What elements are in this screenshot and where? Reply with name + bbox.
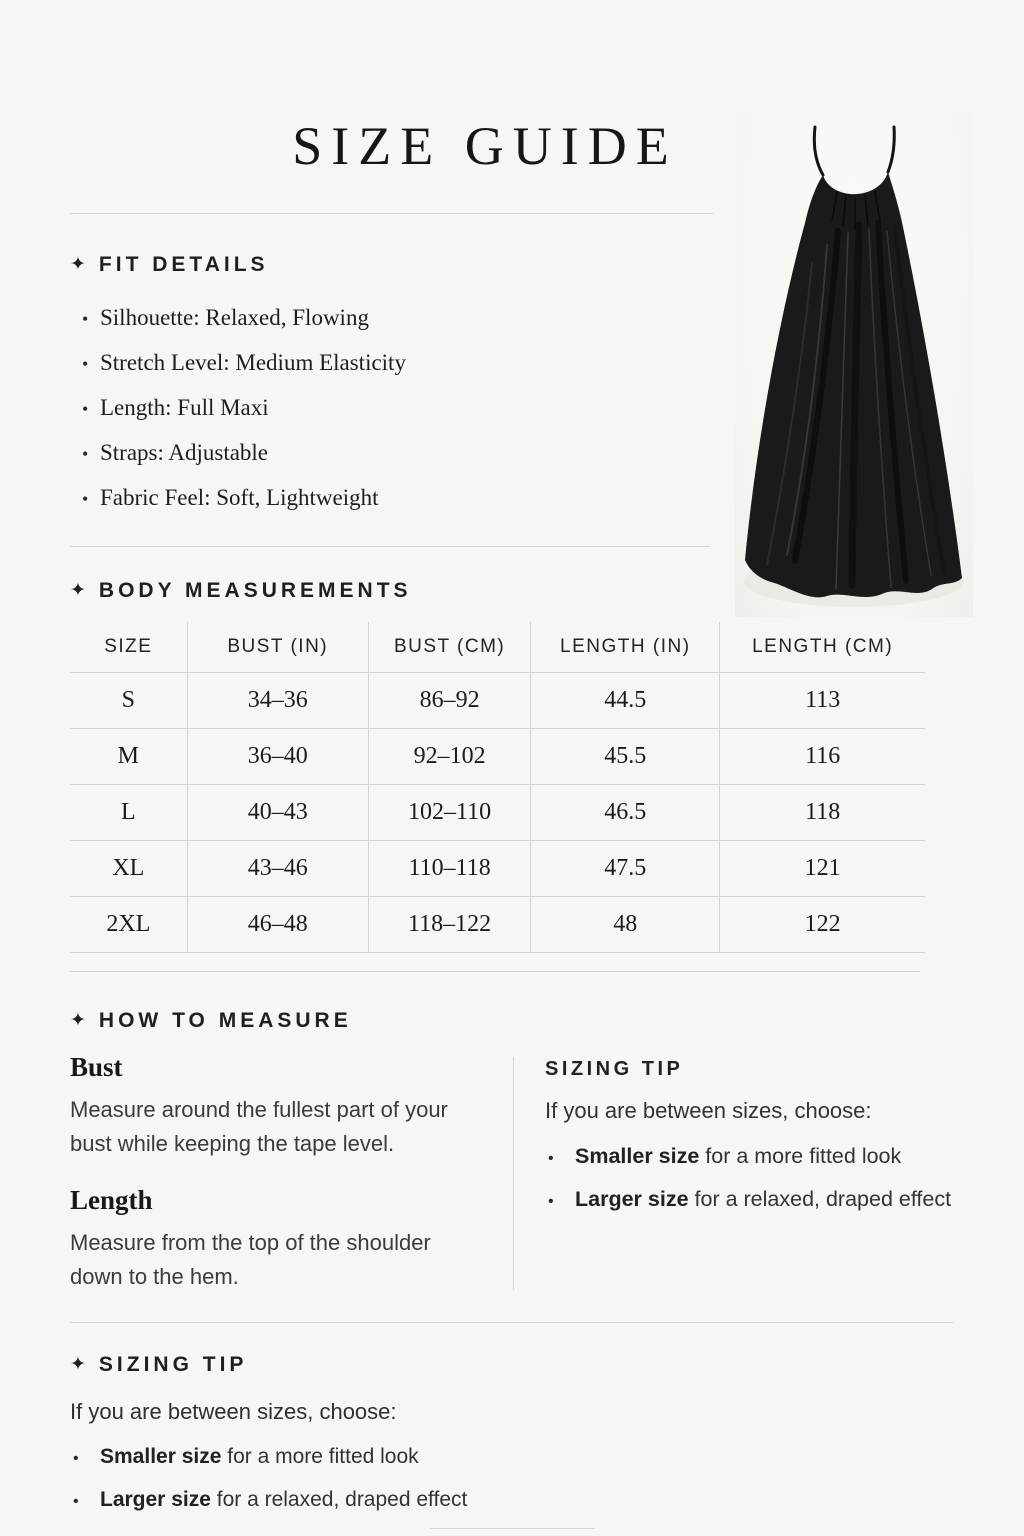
tip-bold: Larger size [100, 1488, 211, 1511]
divider-above-bottom-tip [70, 1322, 953, 1323]
list-item [70, 1436, 690, 1479]
tip-rest: for a relaxed, draped effect [688, 1187, 952, 1211]
table-cell: 46–48 [187, 896, 368, 952]
sizing-tip-intro: If you are between sizes, choose: [70, 1399, 397, 1424]
measure-term: Bust [70, 1052, 123, 1082]
table-row [70, 672, 925, 728]
list-item [70, 296, 406, 341]
dress-illustration [735, 113, 973, 617]
list-item [70, 341, 406, 386]
measure-entry-length [70, 1185, 482, 1293]
list-item [70, 386, 406, 431]
sizing-tip-bottom-section [70, 1398, 690, 1522]
table-cell: 45.5 [531, 728, 720, 784]
table-cell: 36–40 [187, 728, 368, 784]
table-header-row [70, 622, 925, 672]
tip-bold: Smaller size [100, 1445, 222, 1468]
table-row [70, 728, 925, 784]
divider-below-table [70, 971, 920, 972]
footer-rule [430, 1528, 595, 1529]
table-cell: 116 [720, 728, 925, 784]
bullet-icon: • [82, 444, 89, 464]
table-cell: 44.5 [531, 672, 720, 728]
bullet-icon: • [82, 399, 89, 419]
bullet-icon: • [82, 309, 89, 329]
table-cell: S [70, 672, 187, 728]
how-to-measure-heading [70, 1008, 352, 1034]
table-cell: 2XL [70, 896, 187, 952]
table-cell: 92–102 [368, 728, 530, 784]
page-title: SIZE GUIDE [292, 116, 678, 176]
table-cell: 47.5 [531, 840, 720, 896]
table-header-cell: LENGTH (CM) [720, 622, 925, 672]
fit-detail-text: Stretch Level: Medium Elasticity [100, 350, 406, 375]
sparkle-icon: ✦ [70, 1353, 86, 1375]
sparkle-icon: ✦ [70, 1009, 86, 1031]
how-to-measure-entries [70, 1052, 482, 1293]
table-cell: 34–36 [187, 672, 368, 728]
fit-detail-text: Silhouette: Relaxed, Flowing [100, 305, 369, 330]
body-measurements-heading [70, 578, 412, 604]
sizing-tip-list [70, 1436, 690, 1522]
tip-rest: for a more fitted look [221, 1445, 419, 1468]
bullet-icon: • [73, 1493, 79, 1510]
table-cell: 121 [720, 840, 925, 896]
table-cell: 113 [720, 672, 925, 728]
table-cell: 40–43 [187, 784, 368, 840]
measure-description: Measure from the top of the shoulder down to the hem. [70, 1230, 431, 1289]
list-item [70, 476, 406, 521]
table-header-cell: BUST (IN) [187, 622, 368, 672]
sizing-tip-bottom-heading-label: SIZING TIP [98, 1353, 248, 1376]
fit-detail-text: Fabric Feel: Soft, Lightweight [100, 485, 379, 510]
sizing-tip-list [545, 1136, 995, 1222]
divider-above-measurements [70, 546, 710, 547]
how-to-measure-heading-label: HOW TO MEASURE [98, 1009, 352, 1032]
table-cell: 118 [720, 784, 925, 840]
size-table [70, 622, 925, 953]
table-cell: 122 [720, 896, 925, 952]
bullet-icon: • [73, 1450, 79, 1467]
table-cell: 102–110 [368, 784, 530, 840]
dress-photo [735, 113, 973, 617]
list-item [545, 1136, 995, 1179]
table-cell: 86–92 [368, 672, 530, 728]
sizing-tip-heading: SIZING TIP [545, 1058, 684, 1080]
tip-bold: Larger size [575, 1187, 689, 1211]
sparkle-icon: ✦ [70, 253, 86, 275]
list-item [70, 431, 406, 476]
sizing-tip-bottom-heading [70, 1352, 247, 1378]
table-cell: 43–46 [187, 840, 368, 896]
column-divider [513, 1057, 514, 1290]
table-row [70, 840, 925, 896]
body-measurements-heading-label: BODY MEASUREMENTS [98, 579, 412, 602]
table-header-cell: SIZE [70, 622, 187, 672]
table-header-cell: BUST (CM) [368, 622, 530, 672]
table-header-cell: LENGTH (IN) [531, 622, 720, 672]
list-item [545, 1179, 995, 1222]
table-row [70, 784, 925, 840]
table-row [70, 896, 925, 952]
fit-details-list [70, 296, 406, 521]
table-cell: XL [70, 840, 187, 896]
fit-detail-text: Straps: Adjustable [100, 440, 269, 465]
bullet-icon: • [82, 354, 89, 374]
sizing-tip-panel [545, 1058, 995, 1222]
bullet-icon: • [548, 1150, 554, 1167]
table-cell: 110–118 [368, 840, 530, 896]
fit-detail-text: Length: Full Maxi [100, 395, 269, 420]
bullet-icon: • [548, 1193, 554, 1210]
measure-term: Length [70, 1185, 153, 1215]
sparkle-icon: ✦ [70, 579, 86, 601]
tip-bold: Smaller size [575, 1144, 700, 1168]
fit-details-heading [70, 252, 269, 278]
divider-under-title [70, 213, 713, 214]
bullet-icon: • [82, 489, 89, 509]
fit-details-heading-label: FIT DETAILS [98, 253, 269, 276]
list-item [70, 1479, 690, 1522]
tip-rest: for a more fitted look [699, 1144, 902, 1168]
sizing-tip-intro: If you are between sizes, choose: [545, 1098, 872, 1123]
table-cell: 118–122 [368, 896, 530, 952]
measure-entry-bust [70, 1052, 482, 1160]
table-cell: L [70, 784, 187, 840]
measure-description: Measure around the fullest part of your bust while keeping the tape level. [70, 1097, 448, 1156]
tip-rest: for a relaxed, draped effect [210, 1488, 468, 1511]
table-cell: M [70, 728, 187, 784]
table-cell: 48 [531, 896, 720, 952]
table-cell: 46.5 [531, 784, 720, 840]
